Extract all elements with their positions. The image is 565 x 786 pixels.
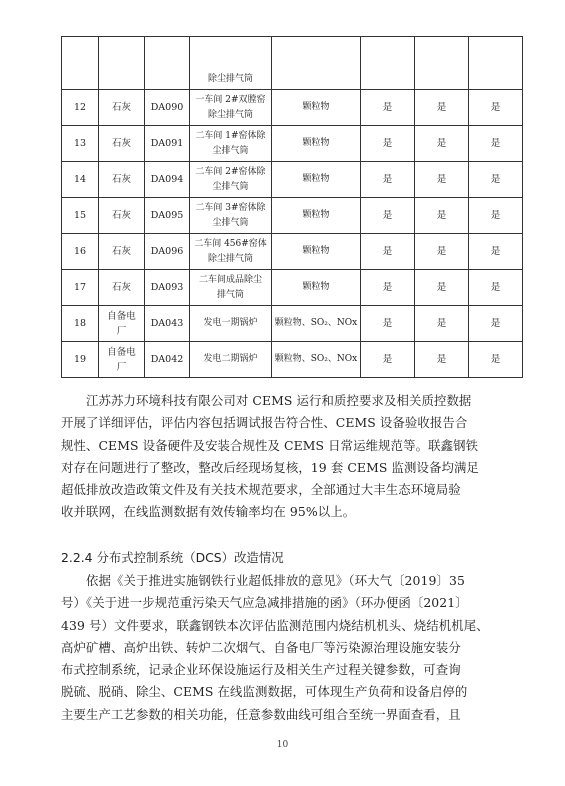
table-cell-outlet-name: 发电二期锅炉 <box>190 342 272 378</box>
table-cell <box>145 37 190 90</box>
table-cell-check: 是 <box>469 90 523 126</box>
table-row <box>62 198 523 234</box>
paragraph-line: 脱硫、脱硝、除尘、CEMS 在线监测数据，可体现生产负荷和设备启停的 <box>61 684 468 700</box>
table-cell <box>99 37 145 90</box>
table-cell-code: DA043 <box>145 306 190 342</box>
table-cell-pollutant: 颗粒物 <box>272 270 361 306</box>
table-cell-check: 是 <box>469 234 523 270</box>
table-cell-outlet-name: 除尘排气筒 <box>190 37 272 90</box>
paragraph-line: 对存在问题进行了整改，整改后经现场复核，19 套 CEMS 监测设备均满足 <box>61 459 479 475</box>
table-cell-check: 是 <box>361 162 415 198</box>
table-cell-code: DA096 <box>145 234 190 270</box>
table-row <box>62 306 523 342</box>
page-number: 10 <box>276 740 289 750</box>
table-cell-outlet-name <box>190 90 272 126</box>
table-row-partial <box>62 37 523 90</box>
table-cell-outlet-name <box>190 270 272 306</box>
table-cell-pollutant: 颗粒物、SO₂、NOx <box>272 306 361 342</box>
table-cell-no: 14 <box>62 162 99 198</box>
table-cell-check: 是 <box>415 198 469 234</box>
table-cell-check: 是 <box>469 162 523 198</box>
table-cell-code: DA093 <box>145 270 190 306</box>
paragraph-line: 布式控制系统，记录企业环保设施运行及相关生产过程关键参数，可查询 <box>61 662 461 678</box>
table-cell-code: DA095 <box>145 198 190 234</box>
section-heading: 2.2.4 分布式控制系统（DCS）改造情况 <box>61 550 284 565</box>
material-line2: 厂 <box>116 361 127 373</box>
table-cell-check: 是 <box>469 306 523 342</box>
table-cell-check: 是 <box>361 90 415 126</box>
table-cell-no: 13 <box>62 126 99 162</box>
table-row <box>62 234 523 270</box>
paragraph-line: 规性、CEMS 设备硬件及安装合规性及 CEMS 日常运维规范等。联鑫钢铁 <box>61 437 479 453</box>
table-cell-outlet-name <box>190 198 272 234</box>
table-cell <box>415 37 469 90</box>
material-line1: 自备电 <box>107 310 136 322</box>
table-cell-check: 是 <box>361 198 415 234</box>
table-cell-check: 是 <box>415 342 469 378</box>
table-cell-material: 石灰 <box>99 234 145 270</box>
table-cell-no: 17 <box>62 270 99 306</box>
table-cell-check: 是 <box>361 126 415 162</box>
table-cell-check: 是 <box>415 234 469 270</box>
table-cell-check: 是 <box>469 342 523 378</box>
table-cell-no: 16 <box>62 234 99 270</box>
table-row <box>62 270 523 306</box>
table-cell-pollutant: 颗粒物 <box>272 234 361 270</box>
paragraph-line: 主要生产工艺参数的相关功能，任意参数曲线可组合至统一界面查看，且 <box>61 706 461 722</box>
table-cell <box>272 37 361 90</box>
table-cell-check: 是 <box>361 306 415 342</box>
table-cell-outlet-name: 发电一期锅炉 <box>190 306 272 342</box>
table-cell-code: DA091 <box>145 126 190 162</box>
paragraph-line: 收并联网，在线监测数据有效传输率均在 95%以上。 <box>61 504 356 520</box>
table-cell-no: 12 <box>62 90 99 126</box>
table-cell-code: DA042 <box>145 342 190 378</box>
table-cell-pollutant: 颗粒物 <box>272 90 361 126</box>
paragraph-line: 号）《关于进一步规范重污染天气应急减排措施的函》（环办便函〔2021〕 <box>61 595 468 611</box>
outlet-name-line1: 二车间 3#窑体除 <box>195 202 266 213</box>
paragraph-line: 开展了详细评估，评估内容包括调试报告符合性、CEMS 设备验收报告合 <box>61 415 468 431</box>
outlet-name-line1: 二车间成品除尘 <box>198 274 262 285</box>
table-cell-check: 是 <box>361 234 415 270</box>
outlet-name-line1: 二车间 1#窑体除 <box>195 130 266 141</box>
table-cell-outlet-name <box>190 234 272 270</box>
table-cell-material: 石灰 <box>99 198 145 234</box>
table-row <box>62 342 523 378</box>
table-cell-pollutant: 颗粒物 <box>272 198 361 234</box>
outlet-name-line2: 排气筒 <box>216 289 244 300</box>
table-cell-check: 是 <box>415 126 469 162</box>
table-cell-material: 石灰 <box>99 126 145 162</box>
outlet-name-line2: 除尘排气筒 <box>207 109 253 120</box>
outlet-name-line2: 尘排气筒 <box>212 145 249 156</box>
outlet-name-line1: 一车间 2#双膛窑 <box>195 94 266 105</box>
outlet-name-line2: 除尘排气筒 <box>207 253 253 264</box>
outlet-name-line1: 二车间 2#窑体除 <box>195 166 266 177</box>
table-cell-check: 是 <box>415 162 469 198</box>
dcs-paragraph <box>61 570 519 726</box>
table-cell-check: 是 <box>469 270 523 306</box>
table-cell-no: 19 <box>62 342 99 378</box>
table-cell-check: 是 <box>415 270 469 306</box>
table-cell-outlet-name <box>190 126 272 162</box>
material-line1: 自备电 <box>107 346 136 358</box>
table-cell-material <box>99 342 145 378</box>
table-cell-no: 18 <box>62 306 99 342</box>
cems-monitoring-table <box>61 36 523 378</box>
paragraph-line: 江苏苏力环境科技有限公司对 CEMS 运行和质控要求及相关质控数据 <box>86 393 472 408</box>
table-cell-material: 石灰 <box>99 270 145 306</box>
table-cell-outlet-name <box>190 162 272 198</box>
table-cell-material: 石灰 <box>99 162 145 198</box>
table-cell-pollutant: 颗粒物、SO₂、NOx <box>272 342 361 378</box>
table-cell <box>469 37 523 90</box>
table-cell-check: 是 <box>469 126 523 162</box>
paragraph-line: 超低排放改造政策文件及有关技术规范要求，全部通过大丰生态环境局验 <box>61 482 461 498</box>
table-cell-material: 石灰 <box>99 90 145 126</box>
table-row <box>62 90 523 126</box>
table-cell-check: 是 <box>361 342 415 378</box>
paragraph-line: 高炉矿槽、高炉出铁、转炉二次烟气、自备电厂等污染源治理设施安装分 <box>61 639 461 655</box>
table-row <box>62 126 523 162</box>
outlet-name-line2: 尘排气筒 <box>212 217 249 228</box>
outlet-name-line2: 尘排气筒 <box>212 181 249 192</box>
table-cell-pollutant: 颗粒物 <box>272 162 361 198</box>
table-cell-check: 是 <box>469 198 523 234</box>
table-row <box>62 162 523 198</box>
table-cell-check: 是 <box>361 270 415 306</box>
table-cell-material <box>99 306 145 342</box>
table-cell-code: DA094 <box>145 162 190 198</box>
table-cell <box>62 37 99 90</box>
material-line2: 厂 <box>116 325 127 337</box>
outlet-name-line1: 二车间 456#窑体 <box>194 238 267 249</box>
table-cell-check: 是 <box>415 306 469 342</box>
table-cell-no: 15 <box>62 198 99 234</box>
table-cell-pollutant: 颗粒物 <box>272 126 361 162</box>
paragraph-line: 439 号）文件要求，联鑫钢铁本次评估监测范围内烧结机机头、烧结机机尾、 <box>61 617 489 633</box>
table-cell <box>361 37 415 90</box>
paragraph-line: 依据《关于推进实施钢铁行业超低排放的意见》（环大气〔2019〕35 <box>86 573 465 588</box>
table-cell-check: 是 <box>415 90 469 126</box>
table-cell-code: DA090 <box>145 90 190 126</box>
cems-assessment-paragraph <box>61 390 519 524</box>
